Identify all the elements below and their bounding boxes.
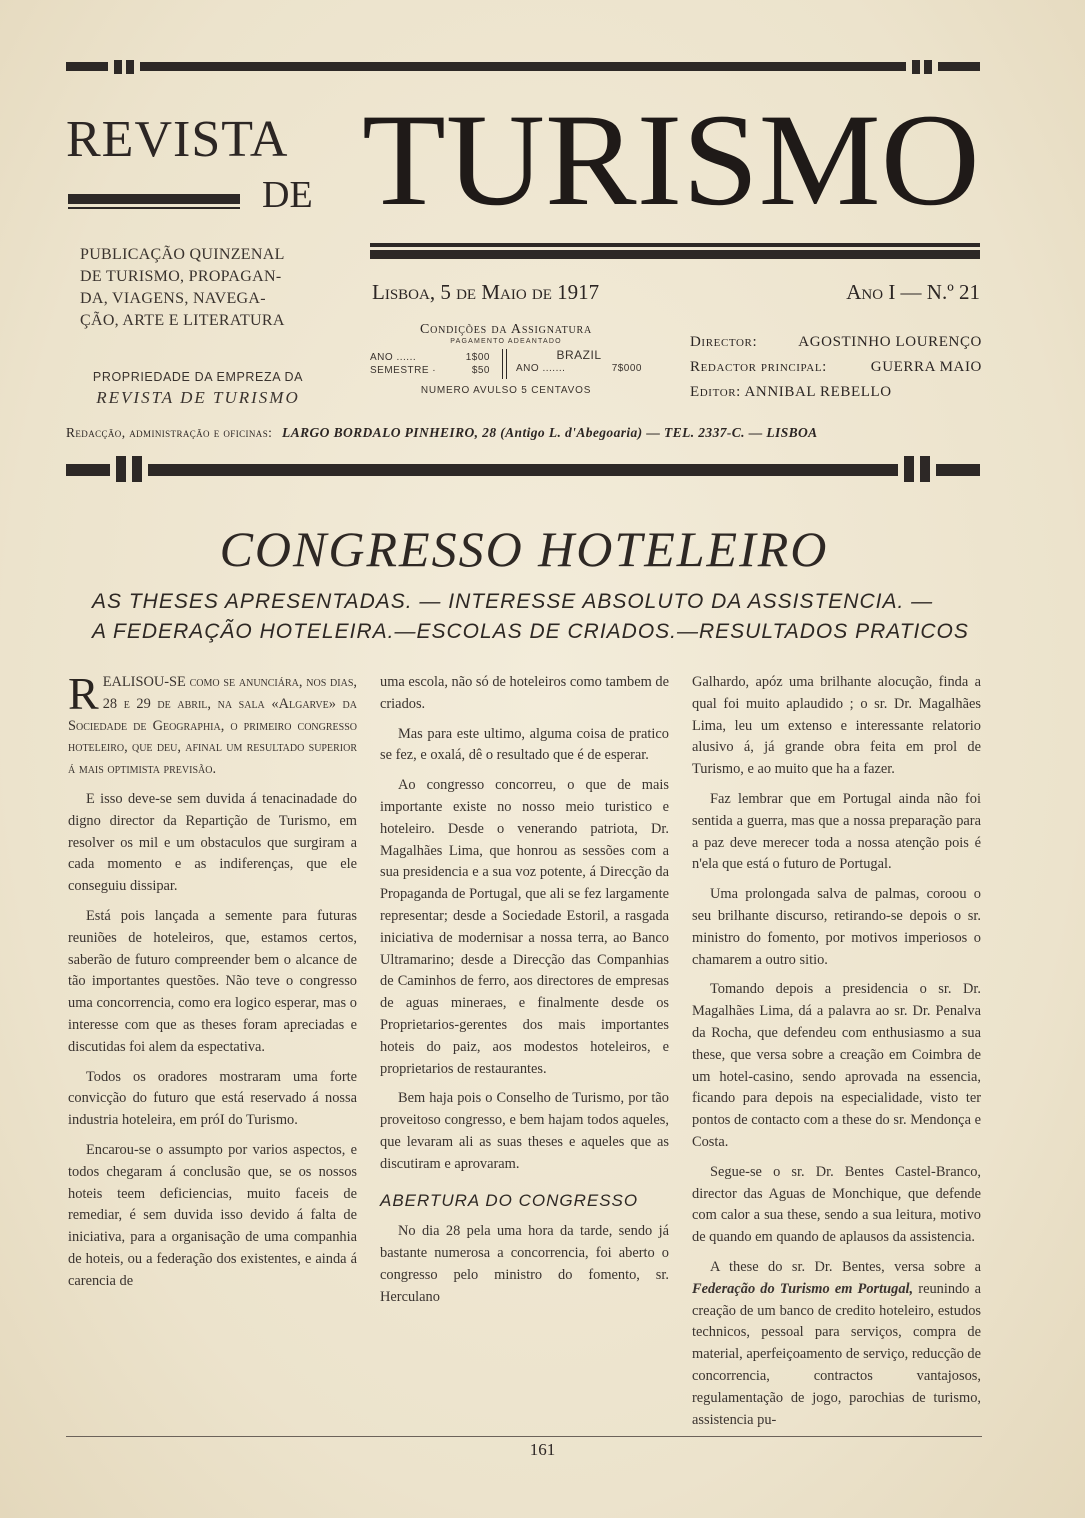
page-number: 161 [529, 1440, 556, 1459]
drop-cap: R [68, 668, 99, 719]
paragraph: Mas para este ultimo, alguma coisa de pratico se fez, e oxalá, dê o resultado que é de esperar. [380, 725, 669, 764]
de-rule-thin [68, 207, 240, 209]
title-underline [370, 243, 980, 247]
conditions-subtitle: PAGAMENTO ADEANTADO [450, 338, 562, 345]
address-value: LARGO BORDALO PINHEIRO, 28 (Antigo L. d'Abegoaria) — TEL. 2337-C. — LISBOA [282, 425, 818, 440]
issue-number: Ano I — N.º 21 [846, 280, 980, 304]
address-line [66, 425, 982, 441]
staff-director: Director: AGOSTINHO LOURENÇO [690, 334, 982, 350]
paragraph: Bem haja pois o Conselho de Turismo, por tão proveitoso congresso, e bem hajam todos aqueles, que levaram ali as suas theses e aqueles que as discutiram e aprovaram. [380, 1090, 669, 1172]
masthead-revista: REVISTA [66, 111, 289, 168]
semestre-label: SEMESTRE [370, 365, 430, 376]
paragraph: Galhardo, apóz uma brilhante alocução, finda a qual foi muito aplaudido ; o sr. Dr. Magalhães Lima, leu um extenso e interessante relatorio alusivo á, já grande obra feita em prol de Turismo, e ao muito que ha a fazer. [692, 674, 981, 778]
proprietor-name: REVISTA DE TURISMO [96, 388, 300, 407]
paragraph: Ao congresso concorreu, o que de mais importante existe no nosso meio turistico e hoteleiro. Desde o venerando patriota, Dr. Magalhães Lima, que honrou as sessões com a sua presidencia e a sua voz potente, á Direcção da Propaganda de Portugal, que ali se fez largamente representar; desde a Sociedade Estoril, a rasgada iniciativa de modernisar a nossa terra, ao Banco Ultramarino; desde a Direcção das Companhias de Caminhos de ferro, aos directores de empresas de aguas mineraes, e finalmente desde os Proprietarios-gerentes dos mais importantes hoteis do paiz, aos modestos hoteleiros, e proprietarios de restaurantes. [380, 777, 669, 1077]
conditions-divider [506, 349, 507, 379]
top-ornamental-rule [66, 60, 980, 74]
ano-value: 1$00 [465, 352, 490, 363]
single-issue-price: NUMERO AVULSO 5 CENTAVOS [420, 385, 592, 396]
publication-line: DE TURISMO, PROPAGAN- [80, 268, 282, 285]
publication-line: PUBLICAÇÃO QUINZENAL [80, 246, 285, 263]
article-subheadline-2: A FEDERAÇÃO HOTELEIRA.—ESCOLAS DE CRIADOS.—RESULTADOS PRATICOS [92, 620, 969, 643]
paragraph: Tomando depois a presidencia o sr. Dr. Magalhães Lima, dá a palavra ao sr. Dr. Penalva da Rocha, que defendeu com enthusiasmo a sua these, que versa sobre a creação em Coimbra de um hotel-casino, sendo aprovada na essencia, ficando para depois na especialidade, visto ter pontos de contacto com a these do sr. Mendonça e Costa. [692, 981, 981, 1150]
paragraph: Está pois lançada a semente para futuras reuniões de hoteleiros, que, estamos certos, saberão de futuro compreender bem o alcance de tão importantes questões. Não teve o congresso uma concorrencia, como era logico esperar, mas o interesse com que as theses foram apreciadas e discutidas foi alem da espectativa. [68, 907, 357, 1055]
masthead-de: DE [262, 174, 313, 216]
subscription-conditions: Condições da Assignatura PAGAMENTO ADEANTADO ANO ...... 1$00 SEMESTRE · $50 BRAZIL ANO ....... 7$000 NUMERO AVULSO 5 CENTAVOS [370, 322, 642, 396]
article-column-1 [68, 668, 357, 1301]
paragraph: Faz lembrar que em Portugal ainda não foi sentida a guerra, mas que a nossa preparação para a paz deve merecer toda a nossa atenção pois é n'ela que está o futuro de Portugal. [692, 790, 981, 873]
conditions-divider [502, 349, 503, 379]
brazil-label: BRAZIL [556, 348, 602, 362]
title-underline-thick [370, 250, 980, 259]
staff-editor: Editor: ANNIBAL REBELLO [690, 384, 892, 400]
footer-rule [66, 1436, 982, 1437]
conditions-title: Condições da Assignatura [419, 322, 593, 337]
article-subheadline-1: AS THESES APRESENTADAS. — INTERESSE ABSOLUTO DA ASSISTENCIA. — [92, 590, 934, 613]
ano-label: ANO [370, 352, 394, 363]
section-heading: ABERTURA DO CONGRESSO [380, 1190, 639, 1210]
publication-description [80, 244, 316, 332]
publication-line: DA, VIAGENS, NAVEGA- [80, 290, 266, 307]
semestre-value: $50 [471, 365, 490, 376]
paragraph: No dia 28 pela uma hora da tarde, sendo já bastante numerosa a concorrencia, foi aberto o congresso pelo ministro do fomento, sr. Herculano [380, 1223, 669, 1305]
de-rule [68, 194, 240, 204]
article-column-2 [380, 672, 669, 1317]
brazil-value: 7$000 [611, 363, 642, 374]
brazil-ano-label: ANO [516, 363, 540, 374]
paragraph: uma escola, não só de hoteleiros como tambem de criados. [380, 674, 669, 712]
proprietor-label: PROPRIEDADE DA EMPREZA DA [92, 370, 304, 384]
paragraph: Uma prolongada salva de palmas, coroou o seu brilhante discurso, retirando-se depois o sr. ministro do fomento, por motivos imperiosos o chamarem a outro sitio. [692, 886, 981, 968]
paragraph: A these do sr. Dr. Bentes, versa sobre a Federação do Turismo em Portugal, reunindo a creação de um banco de credito hoteleiro, estudos technicos, pessoal para serviços, compra de material, aperfeiçoamento de serviço, reducção de concorrencia, contractos vantajosos, regulamentação de jogo, parochias de turismo, assistencia pu- [692, 1258, 981, 1428]
staff-redactor: Redactor principal: GUERRA MAIO [690, 359, 982, 375]
header-bottom-ornamental-rule [66, 456, 980, 482]
staff-list [690, 330, 982, 405]
paragraph: REALISOU-SE como se anunciára, nos dias, 28 e 29 de abril, na sala «Algarve» da Sociedade de Geographia, o primeiro congresso hoteleiro, que deu, afinal um resultado superior á mais optimista previsão. [68, 668, 357, 778]
paragraph: Segue-se o sr. Dr. Bentes Castel-Branco, director das Aguas de Monchique, que defende com calor a sua these, sendo a sua leitura, motivo de quando em quando de aplausos da assistencia. [692, 1163, 981, 1246]
address-label: Redacção, administração e oficinas: [66, 425, 273, 440]
paragraph: Encarou-se o assumpto por varios aspectos, e todos chegaram á conclusão que, se os nossos hoteis teem deficiencias, muito faceis de remediar, é sem duvida isso devido á falta de iniciativa, para a organisação de uma companhia de hoteis, ou a federação dos existentes, e ainda á carencia de [68, 1141, 357, 1289]
masthead-turismo: TURISMO [362, 86, 980, 233]
article-column-3 [692, 672, 981, 1439]
proprietor-block [80, 370, 316, 408]
article-headline: CONGRESSO HOTELEIRO [219, 521, 829, 577]
paragraph: Todos os oradores mostraram uma forte convicção do futuro que está reservado á nossa industria hoteleira, em próI do Turismo. [68, 1068, 357, 1129]
publication-line: ÇÃO, ARTE E LITERATURA [80, 312, 285, 329]
paragraph: E isso deve-se sem duvida á tenacinadade do digno director da Repartição de Turismo, em resolver os mil e um obstaculos que surgiram a cada momento e as indiferenças, que ele conseguiu dissipar. [68, 790, 357, 895]
issue-date: Lisboa, 5 de Maio de 1917 [372, 280, 600, 304]
